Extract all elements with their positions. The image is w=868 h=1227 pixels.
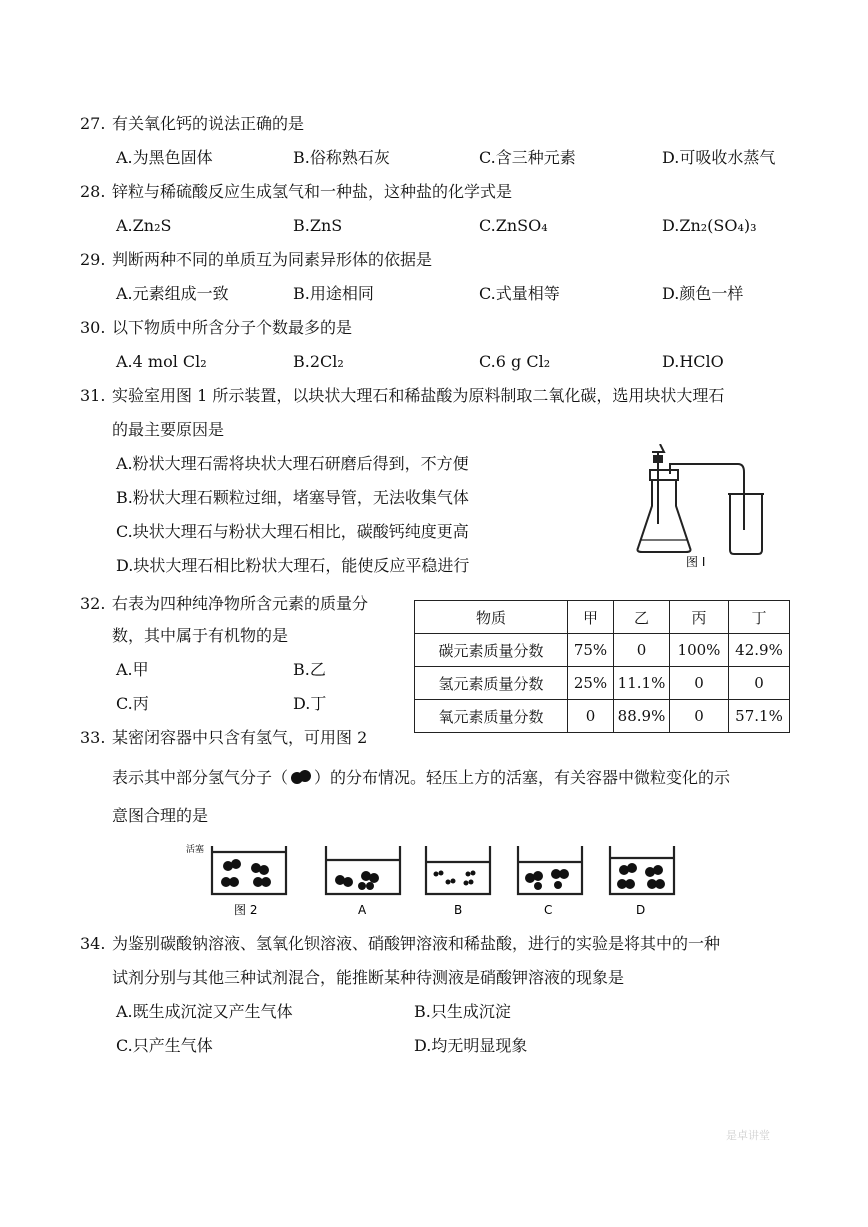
option-d: D.Zn₂(SO₄)₃ bbox=[662, 216, 757, 235]
hydrogen-molecule-icon bbox=[288, 769, 314, 785]
option-d: D.HClO bbox=[662, 352, 724, 371]
question-stem: 锌粒与稀硫酸反应生成氢气和一种盐，这种盐的化学式是 bbox=[112, 182, 513, 201]
table-cell: 11.1% bbox=[614, 667, 670, 700]
table-cell: 25% bbox=[568, 667, 614, 700]
option-d: D.均无明显现象 bbox=[414, 1036, 528, 1055]
option-b: B.俗称熟石灰 bbox=[293, 148, 390, 167]
figure-1-apparatus bbox=[630, 444, 770, 570]
table-cell: 57.1% bbox=[729, 700, 790, 733]
option-c: C.只产生气体 bbox=[116, 1036, 213, 1055]
question-number: 34. bbox=[80, 934, 106, 953]
question-stem: 为鉴别碳酸钠溶液、氢氧化钡溶液、硝酸钾溶液和稀盐酸，进行的实验是将其中的一种 bbox=[112, 934, 721, 953]
question-stem: 有关氧化钙的说法正确的是 bbox=[112, 114, 305, 133]
table-header: 乙 bbox=[614, 601, 670, 634]
question-stem: 实验室用图 1 所示装置，以块状大理石和稀盐酸为原料制取二氧化碳，选用块状大理石 bbox=[112, 386, 725, 405]
option-a: A.甲 bbox=[116, 660, 149, 679]
figure-2-caption: 图 2 bbox=[234, 903, 258, 917]
question-stem: 某密闭容器中只含有氢气，可用图 2 bbox=[112, 728, 368, 747]
option-d: D.块状大理石相比粉状大理石，能使反应平稳进行 bbox=[116, 556, 470, 575]
option-a: A.4 mol Cl₂ bbox=[116, 352, 207, 371]
table-cell: 75% bbox=[568, 634, 614, 667]
option-a-caption: A bbox=[358, 903, 367, 917]
option-c: C.含三种元素 bbox=[479, 148, 576, 167]
table-header: 丙 bbox=[670, 601, 729, 634]
watermark: 是卓讲堂 bbox=[726, 1129, 770, 1142]
question-stem-continued: 意图合理的是 bbox=[112, 806, 209, 825]
option-d: D.颜色一样 bbox=[662, 284, 744, 303]
question-number: 29. bbox=[80, 250, 106, 269]
option-a: A.Zn₂S bbox=[116, 216, 172, 235]
option-d-caption: D bbox=[636, 903, 646, 917]
question-number: 28. bbox=[80, 182, 106, 201]
question-stem: 判断两种不同的单质互为同素异形体的依据是 bbox=[112, 250, 433, 269]
table-cell: 氧元素质量分数 bbox=[415, 700, 568, 733]
option-a: A.粉状大理石需将块状大理石研磨后得到，不方便 bbox=[116, 454, 469, 473]
question-number: 31. bbox=[80, 386, 106, 405]
option-b: B.乙 bbox=[293, 660, 326, 679]
table-cell: 0 bbox=[729, 667, 790, 700]
option-b: B.ZnS bbox=[293, 216, 343, 235]
option-c-caption: C bbox=[544, 903, 553, 917]
table-cell: 0 bbox=[670, 700, 729, 733]
question-stem: 以下物质中所含分子个数最多的是 bbox=[112, 318, 353, 337]
table-header-row bbox=[415, 601, 790, 634]
piston-label: 活塞 bbox=[186, 845, 205, 855]
table-row bbox=[415, 634, 790, 667]
option-d: D.丁 bbox=[293, 694, 327, 713]
option-c: C.式量相等 bbox=[479, 284, 560, 303]
table-header: 丁 bbox=[729, 601, 790, 634]
option-b: B.用途相同 bbox=[293, 284, 374, 303]
table-cell: 0 bbox=[670, 667, 729, 700]
option-a: A.为黑色固体 bbox=[116, 148, 213, 167]
question-stem-continued: 数，其中属于有机物的是 bbox=[112, 626, 289, 645]
stem-text: 表示其中部分氢气分子（ bbox=[112, 768, 289, 787]
question-stem-continued bbox=[112, 768, 730, 788]
table-cell: 0 bbox=[568, 700, 614, 733]
question-stem-continued: 的最主要原因是 bbox=[112, 420, 225, 439]
option-c: C.ZnSO₄ bbox=[479, 216, 548, 235]
figure-1-caption: 图 I bbox=[686, 555, 706, 569]
table-cell: 碳元素质量分数 bbox=[415, 634, 568, 667]
table-cell: 0 bbox=[614, 634, 670, 667]
option-c: C.块状大理石与粉状大理石相比，碳酸钙纯度更高 bbox=[116, 522, 469, 541]
table-header: 物质 bbox=[415, 601, 568, 634]
table-cell: 42.9% bbox=[729, 634, 790, 667]
option-d: D.可吸收水蒸气 bbox=[662, 148, 776, 167]
table-cell: 100% bbox=[670, 634, 729, 667]
table-header: 甲 bbox=[568, 601, 614, 634]
stem-text: ）的分布情况。轻压上方的活塞，有关容器中微粒变化的示 bbox=[314, 768, 731, 787]
option-a: A.元素组成一致 bbox=[116, 284, 229, 303]
table-cell: 氢元素质量分数 bbox=[415, 667, 568, 700]
question-stem: 右表为四种纯净物所含元素的质量分 bbox=[112, 594, 369, 613]
question-number: 32. bbox=[80, 594, 106, 613]
option-b: B.2Cl₂ bbox=[293, 352, 344, 371]
mass-fraction-table bbox=[414, 600, 790, 733]
option-b: B.粉状大理石颗粒过细，堵塞导管，无法收集气体 bbox=[116, 488, 469, 507]
question-number: 30. bbox=[80, 318, 106, 337]
table-row bbox=[415, 700, 790, 733]
option-b: B.只生成沉淀 bbox=[414, 1002, 511, 1021]
table-cell: 88.9% bbox=[614, 700, 670, 733]
option-a: A.既生成沉淀又产生气体 bbox=[116, 1002, 293, 1021]
table-row bbox=[415, 667, 790, 700]
option-b-caption: B bbox=[454, 903, 463, 917]
question-stem-continued: 试剂分别与其他三种试剂混合，能推断某种待测液是硝酸钾溶液的现象是 bbox=[112, 968, 625, 987]
question-number: 33. bbox=[80, 728, 106, 747]
question-number: 27. bbox=[80, 114, 106, 133]
figure-2-containers bbox=[186, 838, 686, 920]
option-c: C.6 g Cl₂ bbox=[479, 352, 551, 371]
option-c: C.丙 bbox=[116, 694, 149, 713]
